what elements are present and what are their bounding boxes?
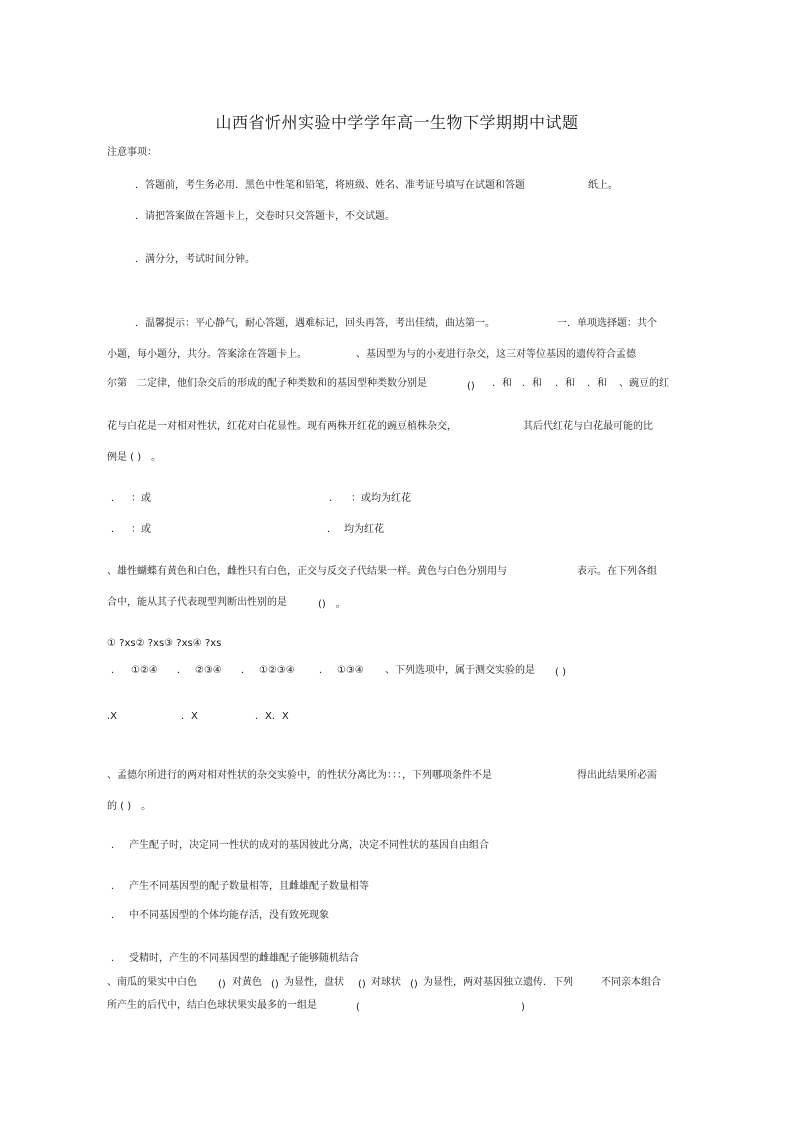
question-1-line-2: 尔第 二定律，他们杂交后的形成的配子种类数和的基因型种类数分别是	[107, 378, 427, 389]
question-3-option-a: ①②④	[131, 665, 158, 676]
notice-item-2: ．请把答案做在答题卡上，交卷时只交答题卡，不交试题。	[135, 211, 395, 222]
question-3-option-a-marker: ．	[111, 665, 121, 676]
question-5-line-2: 的 ( ) 。	[107, 801, 152, 812]
question-5-line-1-cont: 得出此结果所必需	[577, 770, 657, 781]
question-3-line-1-cont: 表示。在下列各组	[577, 566, 657, 577]
question-6-paren-4: ()	[410, 979, 418, 990]
question-6-paren-close: )	[521, 1002, 525, 1013]
question-3-line-1: 、雄性蝴蝶有黄色和白色，雌性只有白色，正交与反交子代结果一样。黄色与白色分别用与	[107, 566, 507, 577]
question-6-paren-2: ()	[271, 979, 279, 990]
question-3-option-d-marker: ．	[319, 665, 329, 676]
question-4-option-c: ．X．X	[255, 711, 289, 722]
notice-item-1-end: 纸上。	[588, 180, 618, 191]
question-2-line-1: 花与白花是一对相对性状，红花对白花显性。现有两株开红花的豌豆植株杂交，	[107, 421, 457, 432]
question-2-option-c: ：或	[131, 524, 151, 535]
question-3-option-c: ①②③④	[259, 665, 295, 676]
question-2-line-2: 例是 ( ) 。	[107, 452, 162, 463]
question-5-option-a-marker: ．	[111, 840, 121, 851]
question-3-option-b-marker: ．	[177, 665, 187, 676]
question-6-line-1-e: 为显性，盘状	[284, 977, 344, 988]
question-1-option-a: ．和	[492, 378, 512, 389]
question-1-option-b: ．和	[522, 378, 542, 389]
question-2-option-d-marker: ．	[327, 524, 337, 535]
question-2-option-d: 均为红花	[344, 524, 384, 535]
question-1-line-1-cont: 、基因型为与的小麦进行杂交，这三对等位基因的遗传符合孟德	[356, 349, 636, 360]
section-heading-single-choice: 一．单项选择题：共个	[557, 318, 657, 329]
question-1-paren: ()	[467, 381, 475, 392]
question-5-option-d-marker: ．	[111, 953, 121, 964]
question-5-line-1: 、孟德尔所进行的两对相对性状的杂交实验中，的性状分离比为：：：，下列哪项条件不是	[107, 770, 492, 781]
question-2-option-a-marker: ．	[111, 493, 121, 504]
question-1-option-d: ．和	[587, 378, 607, 389]
question-5-option-b: 产生不同基因型的配子数量相等，且雌雄配子数量相等	[129, 881, 369, 892]
question-6-line-1-a: 、南瓜的果实中白色	[107, 977, 197, 988]
notice-item-4: ．温馨提示：平心静气，耐心答题，遇难标记，回头再答，考出佳绩，曲达第一。	[135, 318, 495, 329]
question-6-paren-open: (	[356, 1002, 360, 1013]
question-4-option-a: .X	[107, 711, 118, 722]
question-6-line-1-i: 为显性，两对基因独立遗传．下列	[423, 977, 573, 988]
question-3-paren: () 。	[318, 599, 346, 610]
question-6-line-1-c: 对黄色	[232, 977, 262, 988]
question-3-option-c-marker: ．	[241, 665, 251, 676]
notice-item-3: ．满分分，考试时间分钟。	[135, 254, 255, 265]
notice-item-1: ．答题前，考生务必用．黑色中性笔和铅笔，将班级、姓名、准考证号填写在试题和答题	[135, 180, 525, 191]
question-1-option-c: ．和	[555, 378, 575, 389]
question-4-line-1: 、下列选项中，属于测交实验的是	[385, 665, 535, 676]
question-3-option-d: ①③④	[337, 665, 364, 676]
question-2-option-c-marker: ．	[111, 524, 121, 535]
question-5-option-d: 受精时，产生的不同基因型的雌雄配子能够随机结合	[129, 953, 359, 964]
question-4-option-b: ．X	[181, 711, 198, 722]
question-3-option-b: ②③④	[195, 665, 222, 676]
question-1-line-1: 小题，每小题分，共分。答案涂在答题卡上。	[107, 349, 307, 360]
notice-heading: 注意事项：	[107, 147, 157, 158]
question-3-combinations: ① ?xs② ?xs③ ?xs④ ?xs	[107, 638, 222, 649]
question-5-option-c: 中不同基因型的个体均能存活，没有致死现象	[129, 910, 329, 921]
question-6-paren-3: ()	[358, 979, 366, 990]
question-2-option-a: ：或	[131, 493, 151, 504]
question-6-line-1-j: 不同亲本组合	[601, 977, 661, 988]
question-2-line-1-cont: 其后代红花与白花最可能的比	[523, 421, 653, 432]
question-6-line-2: 所产生的后代中，结白色球状果实最多的一组是	[107, 1000, 317, 1011]
question-5-option-b-marker: ．	[111, 881, 121, 892]
question-2-option-b: ：或均为红花	[351, 493, 411, 504]
question-2-start: 、豌豆的红	[619, 378, 669, 389]
question-6-line-1-g: 对球状	[371, 977, 401, 988]
question-6-paren-1: ()	[218, 979, 226, 990]
question-5-option-c-marker: ．	[111, 910, 121, 921]
page-title: 山西省忻州实验中学学年高一生物下学期期中试题	[215, 113, 579, 132]
question-2-option-b-marker: ．	[329, 493, 339, 504]
question-5-option-a: 产生配子时，决定同一性状的成对的基因彼此分离，决定不同性状的基因自由组合	[129, 840, 489, 851]
question-4-paren: ( )	[555, 667, 566, 678]
question-3-line-2: 合中，能从其子代表现型判断出性别的是	[107, 597, 287, 608]
